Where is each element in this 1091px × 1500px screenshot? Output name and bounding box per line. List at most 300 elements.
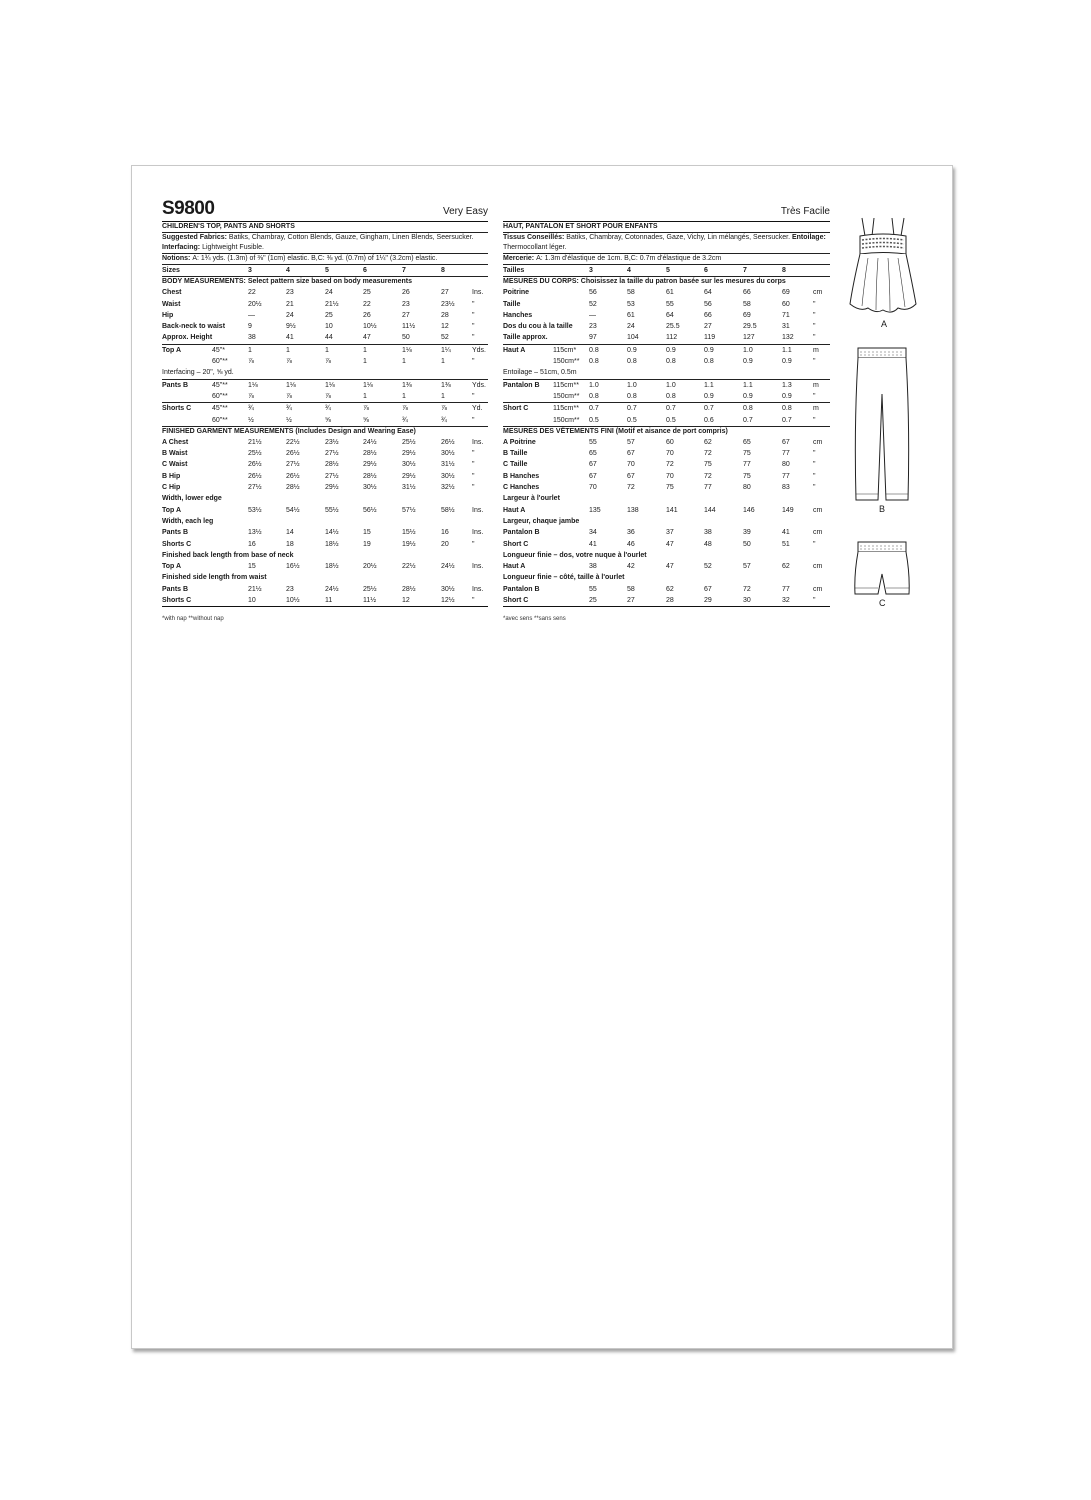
cell-size-7: 1⅛ (402, 346, 412, 354)
finished-row (162, 437, 488, 448)
suggested-fabrics-text: Batiks, Chambray, Cotton Blends, Gauze, Gingham, Linen Blends, Seersucker. (228, 234, 474, 241)
body-row (503, 299, 830, 310)
finished-row (503, 459, 830, 470)
row-label: B Waist (162, 450, 188, 458)
body-row (503, 287, 830, 298)
cell-size-7: 0.9 (743, 358, 753, 366)
cell-size-6: ⅝ (363, 416, 369, 424)
yardage-row (503, 356, 830, 367)
cell-size-8: 30½ (441, 450, 455, 458)
cell-size-4: 104 (627, 334, 639, 342)
cell-size-8: ¾ (441, 416, 447, 424)
suggested-fabrics (162, 232, 488, 253)
cell-size-5: 112 (666, 334, 678, 342)
cell-size-4: 24 (286, 311, 294, 319)
unit: Yds. (472, 346, 487, 354)
cell-size-4: 41 (286, 334, 294, 342)
cell-size-6: 0.9 (704, 346, 714, 354)
cell-size-6: 30½ (363, 484, 377, 492)
row-label: Pants B (162, 381, 189, 389)
row-label: Haut A (503, 506, 526, 514)
cell-size-6: 119 (704, 334, 716, 342)
notions-text: A: 1.3m d'élastique de 1cm. B,C: 0.7m d'élastique de 3.2cm (536, 255, 722, 262)
fabric-width: 115cm** (553, 405, 579, 413)
cell-size-5: 47 (666, 563, 674, 571)
sizes-header (162, 264, 488, 276)
cell-size-3: 0.8 (589, 346, 599, 354)
cell-size-7: 1 (402, 392, 406, 400)
cell-size-6: 1 (363, 346, 367, 354)
cell-size-5: 1⅛ (325, 381, 335, 389)
size-6: 6 (704, 267, 708, 274)
cell-size-8: 1 (441, 358, 445, 366)
cell-size-7: 30½ (402, 461, 416, 469)
cell-size-6: 47 (363, 334, 371, 342)
size-4: 4 (627, 267, 631, 274)
cell-size-7: 29.5 (743, 323, 757, 331)
unit: m (813, 346, 819, 354)
cell-size-3: 22 (248, 289, 256, 297)
cell-size-8: 30½ (441, 585, 455, 593)
finished-row (503, 539, 830, 550)
cell-size-3: 20½ (248, 300, 262, 308)
cell-size-4: 53 (627, 300, 635, 308)
cell-size-7: 50 (743, 540, 751, 548)
pattern-sheet (131, 165, 953, 1349)
cell-size-5: ¾ (325, 405, 331, 413)
finished-row (162, 584, 488, 595)
row-label: Top A (162, 346, 182, 354)
row-label: Pantalon B (503, 585, 540, 593)
cell-size-4: 61 (627, 311, 635, 319)
row-label: Taille approx. (503, 334, 548, 342)
cell-size-3: 21½ (248, 585, 262, 593)
cell-size-4: 27½ (286, 461, 300, 469)
unit: Yds. (472, 381, 487, 389)
interfacing-text: Thermocollant léger. (503, 244, 567, 251)
finished-subheading (503, 516, 830, 527)
cell-size-5: 75 (666, 484, 674, 492)
cell-size-6: 75 (704, 461, 712, 469)
cell-size-3: 10 (248, 597, 256, 605)
cell-size-5: 55 (666, 300, 674, 308)
unit: " (472, 484, 475, 492)
row-label: Short C (503, 597, 529, 605)
cell-size-4: 0.8 (627, 392, 637, 400)
finished-row (162, 539, 488, 550)
cell-size-8: 23½ (441, 300, 455, 308)
cell-size-8: 67 (782, 438, 790, 446)
cell-size-5: 28½ (325, 461, 339, 469)
cell-size-7: 28½ (402, 585, 416, 593)
cell-size-4: 54½ (286, 506, 300, 514)
unit: Ins. (472, 506, 484, 514)
unit: " (472, 311, 475, 319)
row-label: C Waist (162, 461, 188, 469)
cell-size-4: 27 (627, 597, 635, 605)
subheading-text: Longueur finie – côté, taille à l'ourlet (503, 574, 625, 582)
cell-size-6: 56 (704, 300, 712, 308)
cell-size-8: 71 (782, 311, 790, 319)
size-4: 4 (286, 267, 290, 274)
cell-size-4: 21 (286, 300, 294, 308)
cell-size-5: 0.8 (666, 392, 676, 400)
finished-subheading (503, 550, 830, 561)
cell-size-3: 55 (589, 438, 597, 446)
cell-size-4: 0.9 (627, 346, 637, 354)
row-label: Pants B (162, 529, 189, 537)
cell-size-5: ⅝ (325, 416, 331, 424)
unit: Ins. (472, 438, 484, 446)
cell-size-8: 28 (441, 311, 449, 319)
cell-size-4: 36 (627, 529, 635, 537)
cell-size-4: 0.8 (627, 358, 637, 366)
cell-size-8: 1⅜ (441, 381, 451, 389)
cell-size-8: 80 (782, 461, 790, 469)
cell-size-5: 18½ (325, 540, 339, 548)
unit: " (472, 300, 475, 308)
cell-size-3: 38 (248, 334, 256, 342)
cell-size-8: 62 (782, 563, 790, 571)
interfacing-note (503, 367, 830, 378)
finished-row (162, 595, 488, 606)
cell-size-5: 24½ (325, 585, 339, 593)
unit: " (472, 540, 475, 548)
fabric-width: 45"* (212, 346, 225, 354)
cell-size-7: 29½ (402, 450, 416, 458)
cell-size-5: 0.8 (666, 358, 676, 366)
cell-size-8: 1¼ (441, 346, 451, 354)
subheading-text: Width, lower edge (162, 495, 222, 503)
cell-size-5: 18½ (325, 563, 339, 571)
cell-size-6: 1 (363, 358, 367, 366)
row-label: Chest (162, 289, 182, 297)
cell-size-4: 9½ (286, 323, 296, 331)
row-label: Shorts C (162, 540, 192, 548)
cell-size-8: 30½ (441, 472, 455, 480)
cell-size-4: 42 (627, 563, 635, 571)
header-en (162, 198, 488, 218)
cell-size-8: 24½ (441, 563, 455, 571)
row-label: Haut A (503, 346, 526, 354)
cell-size-7: 30 (743, 597, 751, 605)
row-label: Hip (162, 311, 174, 319)
unit: m (813, 405, 819, 413)
cell-size-5: 60 (666, 438, 674, 446)
cell-size-4: 0.7 (627, 405, 637, 413)
cell-size-7: 65 (743, 438, 751, 446)
cell-size-5: 70 (666, 472, 674, 480)
cell-size-6: 48 (704, 540, 712, 548)
unit: " (472, 450, 475, 458)
cell-size-7: 146 (743, 506, 755, 514)
cell-size-6: 56½ (363, 506, 377, 514)
cell-size-5: 25 (325, 311, 333, 319)
cell-size-5: 64 (666, 311, 674, 319)
cell-size-7: 75 (743, 472, 751, 480)
cell-size-5: 23½ (325, 438, 339, 446)
cell-size-3: — (589, 311, 596, 319)
cell-size-6: 10½ (363, 323, 377, 331)
cell-size-7: 58 (743, 300, 751, 308)
finished-row (162, 505, 488, 516)
finished-row (503, 482, 830, 493)
cell-size-3: — (248, 311, 255, 319)
unit: " (813, 416, 816, 424)
header-fr (503, 198, 830, 218)
table-end-rule (503, 606, 830, 609)
cell-size-7: 26 (402, 289, 410, 297)
fabric-width: 150cm** (553, 392, 580, 400)
size-8: 8 (441, 267, 445, 274)
cell-size-8: 77 (782, 585, 790, 593)
subheading-text: Longueur finie – dos, votre nuque à l'ourlet (503, 551, 647, 559)
fabric-width: 45"** (212, 381, 228, 389)
cell-size-3: 53½ (248, 506, 262, 514)
row-label: A Poitrine (503, 438, 536, 446)
cell-size-5: 0.5 (666, 416, 676, 424)
row-label: Pantalon B (503, 381, 540, 389)
cell-size-7: 127 (743, 334, 755, 342)
subheading-text: Largeur, chaque jambe (503, 517, 580, 525)
cell-size-6: 52 (704, 563, 712, 571)
unit: " (813, 484, 816, 492)
cell-size-5: 70 (666, 450, 674, 458)
section-title: HAUT, PANTALON ET SHORT POUR ENFANTS (503, 221, 830, 232)
cell-size-4: ¾ (286, 405, 292, 413)
cell-size-5: 0.7 (666, 405, 676, 413)
row-label: B Hanches (503, 472, 540, 480)
cell-size-7: 15½ (402, 529, 416, 537)
cell-size-7: 75 (743, 450, 751, 458)
cell-size-6: 1.1 (704, 381, 714, 389)
cell-size-3: 56 (589, 289, 597, 297)
body-subtitle: Choisissez la taille du patron basée sur les mesures du corps (580, 278, 786, 286)
cell-size-8: 60 (782, 300, 790, 308)
cell-size-7: 12 (402, 597, 410, 605)
cell-size-3: 16 (248, 540, 256, 548)
cell-size-5: 1.0 (666, 381, 676, 389)
cell-size-3: 135 (589, 506, 601, 514)
cell-size-5: 27½ (325, 472, 339, 480)
cell-size-5: 44 (325, 334, 333, 342)
cell-size-6: 11½ (363, 597, 377, 605)
fabric-width: 60"** (212, 392, 228, 400)
interfacing-note (162, 367, 488, 378)
cell-size-7: 23 (402, 300, 410, 308)
cell-size-4: 23 (286, 289, 294, 297)
cell-size-3: 70 (589, 484, 597, 492)
cell-size-7: 19½ (402, 540, 416, 548)
cell-size-3: 21½ (248, 438, 262, 446)
row-label: Dos du cou à la taille (503, 323, 573, 331)
finished-row (162, 527, 488, 538)
unit: cm (813, 585, 823, 593)
yardage-row (503, 379, 830, 391)
cell-size-4: 14 (286, 529, 294, 537)
notions-label: Notions: (162, 255, 193, 262)
unit: " (472, 323, 475, 331)
finished-row (503, 437, 830, 448)
cell-size-5: 141 (666, 506, 678, 514)
cell-size-6: 0.7 (704, 405, 714, 413)
body-row (162, 299, 488, 310)
fabric-width: 45"** (212, 405, 228, 413)
body-title: MESURES DU CORPS: (503, 278, 581, 286)
cell-size-5: 61 (666, 289, 674, 297)
unit: Ins. (472, 585, 484, 593)
cell-size-4: 138 (627, 506, 639, 514)
cell-size-4: 23 (286, 585, 294, 593)
unit: cm (813, 506, 823, 514)
row-label: B Hip (162, 472, 181, 480)
cell-size-4: 1⅛ (286, 381, 296, 389)
sizes-label: Tailles (503, 267, 525, 274)
body-subtitle: Select pattern size based on body measurements (247, 278, 412, 286)
section-title: CHILDREN'S TOP, PANTS AND SHORTS (162, 221, 488, 232)
cell-size-8: 77 (782, 472, 790, 480)
suggested-fabrics-label: Tissus Conseillés: (503, 234, 567, 241)
unit: " (472, 416, 475, 424)
unit: " (813, 300, 816, 308)
cell-size-6: 25 (363, 289, 371, 297)
size-6: 6 (363, 267, 367, 274)
cell-size-5: 24 (325, 289, 333, 297)
finished-row (503, 595, 830, 606)
cell-size-5: 0.9 (666, 346, 676, 354)
cell-size-3: 27½ (248, 484, 262, 492)
interfacing-label: Entoilage: (790, 234, 826, 241)
body-row (162, 321, 488, 332)
row-label: Pants B (162, 585, 189, 593)
row-label: Shorts C (162, 597, 192, 605)
row-label: Haut A (503, 563, 526, 571)
cell-size-8: 1 (441, 392, 445, 400)
cell-size-5: 25.5 (666, 323, 680, 331)
cell-size-5: 47 (666, 540, 674, 548)
cell-size-6: 25½ (363, 585, 377, 593)
finished-row (503, 584, 830, 595)
cell-size-3: 38 (589, 563, 597, 571)
cell-size-6: 144 (704, 506, 716, 514)
cell-size-5: 27½ (325, 450, 339, 458)
cell-size-8: 0.7 (782, 416, 792, 424)
cell-size-3: 25 (589, 597, 597, 605)
notions (503, 253, 830, 264)
finished-row (162, 561, 488, 572)
cell-size-4: 58 (627, 585, 635, 593)
cell-size-8: 51 (782, 540, 790, 548)
cell-size-4: 16½ (286, 563, 300, 571)
cell-size-4: 22½ (286, 438, 300, 446)
cell-size-6: 28½ (363, 472, 377, 480)
cell-size-3: 65 (589, 450, 597, 458)
view-c-shorts-illustration (850, 538, 914, 602)
cell-size-4: ⅞ (286, 392, 292, 400)
cell-size-4: 26½ (286, 472, 300, 480)
finished-subheading (162, 516, 488, 527)
unit: cm (813, 438, 823, 446)
interfacing-label: Interfacing: (162, 244, 203, 251)
cell-size-6: 72 (704, 472, 712, 480)
finished-measurements-title: FINISHED GARMENT MEASUREMENTS (Includes Design and Wearing Ease) (162, 426, 488, 437)
cell-size-7: 57 (743, 563, 751, 571)
cell-size-8: 149 (782, 506, 794, 514)
cell-size-3: ¾ (248, 405, 254, 413)
notions-text: A: 1¾ yds. (1.3m) of ⅜" (1cm) elastic. B,C: ⅜ yd. (0.7m) of 1¼" (3.2cm) elastic. (192, 255, 438, 262)
cell-size-6: 66 (704, 311, 712, 319)
row-label: Approx. Height (162, 334, 213, 342)
cell-size-8: 31½ (441, 461, 455, 469)
cell-size-5: 21½ (325, 300, 339, 308)
row-label: Pantalon B (503, 529, 540, 537)
cell-size-6: 1⅛ (363, 381, 373, 389)
unit: " (813, 461, 816, 469)
yardage-row (503, 415, 830, 426)
cell-size-3: 52 (589, 300, 597, 308)
cell-size-4: 70 (627, 461, 635, 469)
cell-size-5: 1 (325, 346, 329, 354)
cell-size-7: 1.0 (743, 346, 753, 354)
row-label: Hanches (503, 311, 533, 319)
cell-size-7: 27 (402, 311, 410, 319)
cell-size-3: 26½ (248, 472, 262, 480)
cell-size-4: 0.5 (627, 416, 637, 424)
body-row (503, 310, 830, 321)
cell-size-7: 0.8 (743, 405, 753, 413)
cell-size-4: ⅞ (286, 358, 292, 366)
cell-size-3: 26½ (248, 461, 262, 469)
cell-size-8: 12 (441, 323, 449, 331)
cell-size-3: 9 (248, 323, 252, 331)
yardage-row (503, 391, 830, 402)
cell-size-6: 0.6 (704, 416, 714, 424)
cell-size-3: 1.0 (589, 381, 599, 389)
cell-size-4: 57 (627, 438, 635, 446)
yardage-row (503, 344, 830, 356)
cell-size-3: 25½ (248, 450, 262, 458)
body-row (503, 332, 830, 343)
suggested-fabrics-label: Suggested Fabrics: (162, 234, 229, 241)
cell-size-6: 20½ (363, 563, 377, 571)
view-label-a: A (881, 319, 888, 329)
row-label: C Taille (503, 461, 528, 469)
cell-size-3: 67 (589, 472, 597, 480)
cell-size-6: 15 (363, 529, 371, 537)
cell-size-6: 72 (704, 450, 712, 458)
row-label: C Hip (162, 484, 181, 492)
cell-size-3: 97 (589, 334, 597, 342)
cell-size-7: 0.7 (743, 416, 753, 424)
size-7: 7 (743, 267, 747, 274)
size-3: 3 (248, 267, 252, 274)
cell-size-8: 20 (441, 540, 449, 548)
yardage-row (162, 344, 488, 356)
cell-size-6: 62 (704, 438, 712, 446)
subheading-text: Width, each leg (162, 517, 214, 525)
view-label-b: B (879, 504, 886, 514)
subheading-text: Finished back length from base of neck (162, 551, 294, 559)
unit: cm (813, 563, 823, 571)
cell-size-8: 16 (441, 529, 449, 537)
cell-size-6: 77 (704, 484, 712, 492)
cell-size-7: 1⅜ (402, 381, 412, 389)
difficulty-level-fr: Très Facile (780, 206, 830, 217)
unit: cm (813, 529, 823, 537)
finished-subheading (162, 572, 488, 583)
footnote: *avec sens **sans sens (503, 616, 566, 623)
body-row (162, 310, 488, 321)
